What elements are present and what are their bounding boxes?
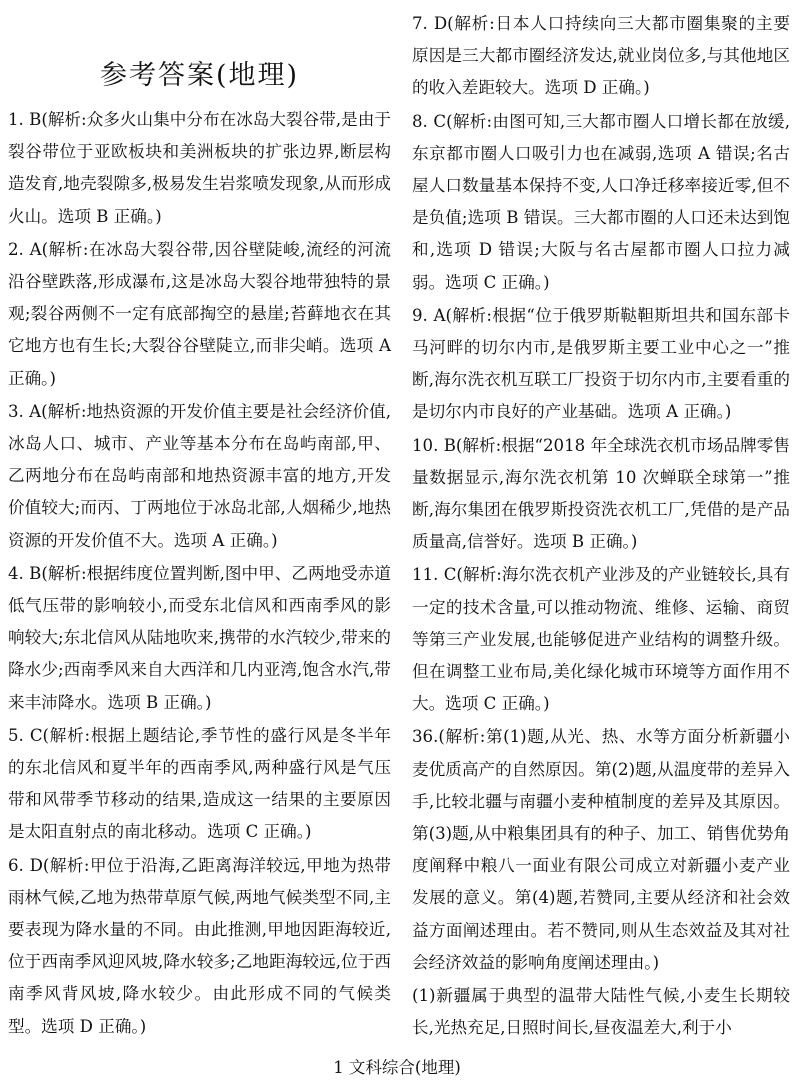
- answer-3: 3. A(解析:地热资源的开发价值主要是社会经济价值,冰岛人口、城市、产业等基本分布在岛屿南部,甲、乙两地分布在岛屿南部和地热资源丰富的地方,开发价值较大;而丙、丁两地位于冰岛北部,人烟稀少,地热资源的开发价值不大。选项 A 正确。): [8, 401, 391, 550]
- answer-8: 8. C(解析:由图可知,三大都市圈人口增长都在放缓,东京都市圈人口吸引力也在减弱,选项 A 错误;名古屋人口数量基本保持不变,人口净迁移率接近零,但不是负值;选项 B 错误。三大都市圈的人口还未达到饱和,选项 D 错误;大阪与名古屋都市圈人口拉力减弱。选项 C 正确。): [412, 111, 790, 292]
- answer-2: 2. A(解析:在冰岛大裂谷带,因谷壁陡峻,流经的河流沿谷壁跌落,形成瀑布,这是冰岛大裂谷地带独特的景观;裂谷两侧不一定有底部掏空的悬崖;苔藓地衣在其它地方也有生长;大裂谷谷壁陡立,而非尖峭。选项 A 正确。): [8, 239, 391, 388]
- page-title: 参考答案(地理): [99, 60, 300, 91]
- left-column: [8, 0, 391, 1044]
- answer-11: 11. C(解析:海尔洗衣机产业涉及的产业链较长,具有一定的技术含量,可以推动物流、维修、运输、商贸等第三产业发展,也能够促进产业结构的调整升级。但在调整工业布局,美化绿化城市环境等方面作用不大。选项 C 正确。): [412, 565, 790, 714]
- answer-4: 4. B(解析:根据纬度位置判断,图中甲、乙两地受赤道低气压带的影响较小,而受东北信风和西南季风的影响较大;东北信风从陆地吹来,携带的水汽较少,带来的降水少;西南季风来自大西洋和几内亚湾,饱含水汽,带来丰沛降水。选项 B 正确。): [8, 563, 391, 712]
- answer-5: 5. C(解析:根据上题结论,季节性的盛行风是冬半年的东北信风和夏半年的西南季风,两种盛行风是气压带和风带季节移动的结果,造成这一结果的主要原因是太阳直射点的南北移动。选项 C 正确。): [8, 725, 391, 842]
- answer-10: 10. B(解析:根据“2018 年全球洗衣机市场品牌零售量数据显示,海尔洗衣机第 10 次蝉联全球第一”推断,海尔集团在俄罗斯投资洗衣机工厂,凭借的是产品质量高,信誉好。选项 B 正确。): [412, 435, 790, 552]
- answer-36-part-1: (1)新疆属于典型的温带大陆性气候,小麦生长期较长,光热充足,日照时间长,昼夜温差大,利于小: [412, 986, 790, 1038]
- answer-6: 6. D(解析:甲位于沿海,乙距离海洋较远,甲地为热带雨林气候,乙地为热带草原气候,两地气候类型不同,主要表现为降水量的不同。由此推测,甲地因距海较近,位于西南季风迎风坡,降水较多;乙地距海较远,位于西南季风背风坡,降水较少。由此形成不同的气候类型。选项 D 正确。): [8, 855, 391, 1036]
- answer-9: 9. A(解析:根据“位于俄罗斯鞑靼斯坦共和国东部卡马河畔的切尔内市,是俄罗斯主要工业中心之一”推断,海尔洗衣机互联工厂投资于切尔内市,主要看重的是切尔内市良好的产业基础。选项 A 正确。): [412, 305, 790, 422]
- right-column: [412, 8, 790, 1046]
- answer-7: 7. D(解析:日本人口持续向三大都市圈集聚的主要原因是三大都市圈经济发达,就业岗位多,与其他地区的收入差距较大。选项 D 正确。): [412, 14, 790, 98]
- answer-1: 1. B(解析:众多火山集中分布在冰岛大裂谷带,是由于裂谷带位于亚欧板块和美洲板块的扩张边界,断层构造发育,地壳裂隙多,极易发生岩浆喷发现象,从而形成火山。选项 B 正确。): [8, 110, 391, 226]
- page-footer: 1 文科综合(地理): [333, 1058, 461, 1077]
- answer-36: 36.(解析:第(1)题,从光、热、水等方面分析新疆小麦优质高产的自然原因。第(2)题,从温度带的差异入手,比较北疆与南疆小麦种植制度的差异及其原因。第(3)题,从中粮集团具有的种子、加工、销售优势角度阐释中粮八一面业有限公司成立对新疆小麦产业发展的意义。第(4)题,若赞同,主要从经济和社会效益方面阐述理由。若不赞同,则从生态效益及其对社会经济效益的影响角度阐述理由。): [412, 727, 790, 972]
